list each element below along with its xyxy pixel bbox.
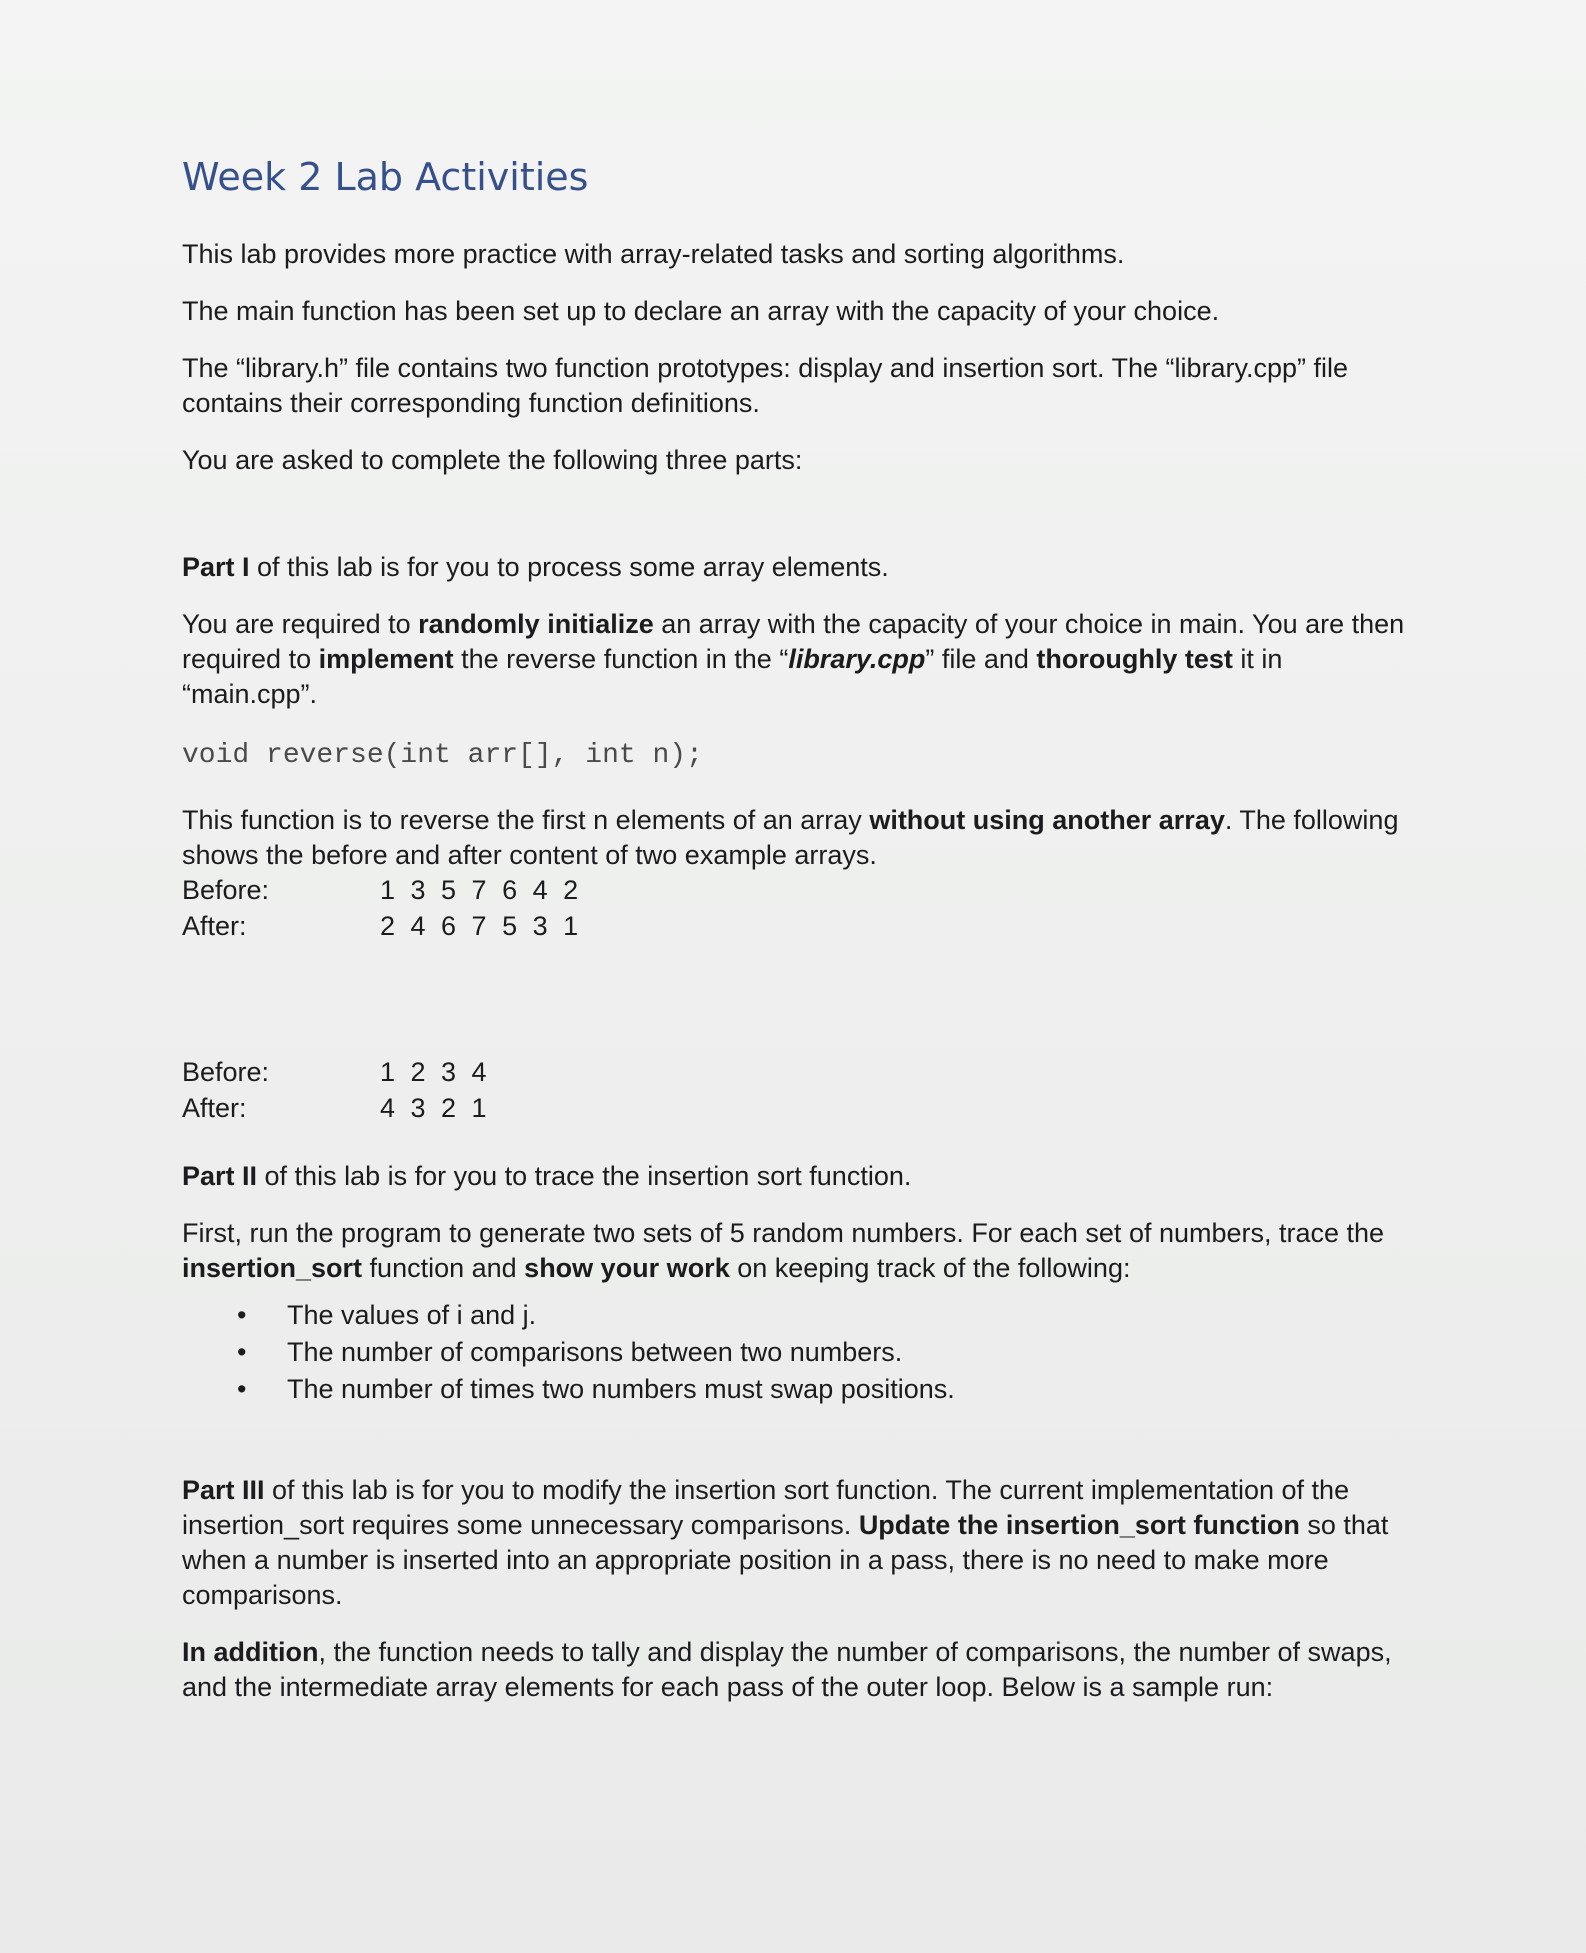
- part1-heading: Part I of this lab is for you to process some array elements.: [182, 552, 889, 582]
- list-item: • The number of comparisons between two numbers.: [287, 1335, 1422, 1370]
- before-label: Before:: [182, 1057, 270, 1087]
- reverse-prototype-code: void reverse(int arr[], int n);: [182, 740, 703, 771]
- intro-paragraph-2: The main function has been set up to declare an array with the capacity of your choice.: [182, 296, 1220, 326]
- list-item: • The values of i and j.: [287, 1298, 1422, 1333]
- tracking-list: [182, 1298, 1422, 1407]
- document-body: [182, 150, 1422, 1727]
- part2-heading: Part II of this lab is for you to trace the insertion sort function.: [182, 1161, 912, 1191]
- part2-label: Part II: [182, 1161, 258, 1191]
- example-1-table: [182, 873, 582, 945]
- part1-label: Part I: [182, 552, 250, 582]
- before-values: 1 2 3 4: [380, 1057, 491, 1087]
- list-item: • The number of times two numbers must swap positions.: [287, 1372, 1422, 1407]
- intro-paragraph-1: This lab provides more practice with array-related tasks and sorting algorithms.: [182, 239, 1125, 269]
- page-title: Week 2 Lab Activities: [182, 155, 589, 199]
- before-label: Before:: [182, 875, 270, 905]
- after-label: After:: [182, 1093, 247, 1123]
- example-1-before-row: [182, 873, 582, 909]
- part1-description: This function is to reverse the first n elements of an array without using another array. The following shows the before and after content of two example arrays.: [182, 805, 1399, 870]
- intro-paragraph-4: You are asked to complete the following three parts:: [182, 445, 803, 475]
- before-values: 1 3 5 7 6 4 2: [380, 875, 583, 905]
- example-2-after-row: [182, 1091, 491, 1127]
- example-2-before-row: [182, 1055, 491, 1091]
- part1-requirements: You are required to randomly initialize an array with the capacity of your choice in main. You are then required to implement the reverse function in the “library.cpp” file and thoroughly test it in “main.cpp”.: [182, 609, 1405, 709]
- after-values: 4 3 2 1: [380, 1093, 491, 1123]
- example-1-after-row: [182, 909, 582, 945]
- bullet-icon: •: [237, 1374, 247, 1404]
- after-label: After:: [182, 911, 247, 941]
- part3-paragraph-2: In addition, the function needs to tally and display the number of comparisons, the number of swaps, and the intermediate array elements for each pass of the outer loop. Below is a sample run:: [182, 1637, 1392, 1702]
- part2-intro: First, run the program to generate two sets of 5 random numbers. For each set of numbers, trace the insertion_sort function and show your work on keeping track of the following:: [182, 1218, 1385, 1283]
- bullet-icon: •: [237, 1300, 247, 1330]
- example-2-table: [182, 1055, 491, 1127]
- part3-paragraph-1: Part III of this lab is for you to modify the insertion sort function. The current implementation of the insertion_sort requires some unnecessary comparisons. Update the insertion_sort function so that when a number is inserted into an appropriate position in a pass, there is no need to make more comparisons.: [182, 1475, 1389, 1610]
- bullet-icon: •: [237, 1337, 247, 1367]
- intro-paragraph-3: The “library.h” file contains two function prototypes: display and insertion sort. The “library.cpp” file contains their corresponding function definitions.: [182, 353, 1349, 418]
- after-values: 2 4 6 7 5 3 1: [380, 911, 583, 941]
- part3-label: Part III: [182, 1475, 265, 1505]
